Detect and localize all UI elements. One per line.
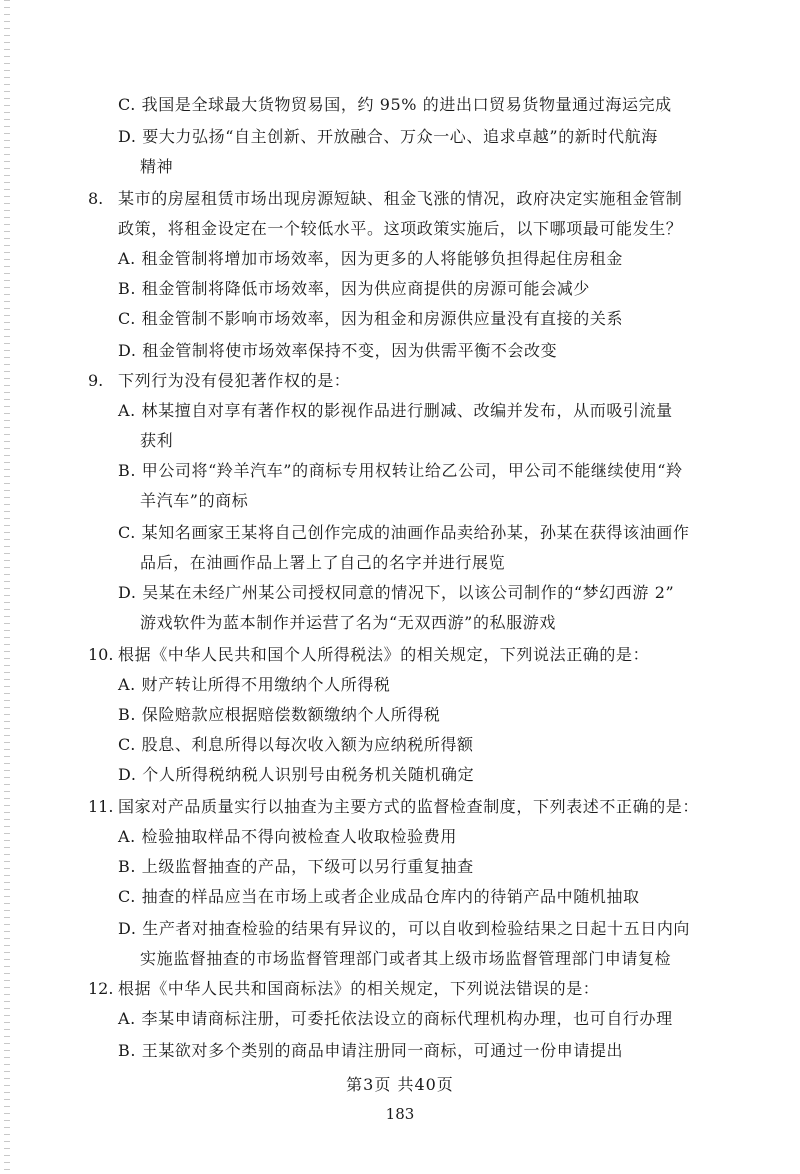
q8-option-d: D. 租金管制将使市场效率保持不变，因为供需平衡不会改变 (118, 341, 558, 360)
q8-option-b: B. 租金管制将降低市场效率，因为供应商提供的房源可能会减少 (118, 279, 590, 298)
q11-stem: 国家对产品质量实行以抽查为主要方式的监督检查制度，下列表述不正确的是： (118, 797, 700, 816)
page-counter: 第3页 共40页 (346, 1075, 454, 1094)
q9-option-b-cont: 羊汽车”的商标 (140, 491, 249, 510)
q7-option-d-cont: 精神 (140, 157, 174, 176)
q9-option-d: D. 吴某在未经广州某公司授权同意的情况下，以该公司制作的“梦幻西游 2” (118, 583, 675, 602)
q12-option-a: A. 李某申请商标注册，可委托依法设立的商标代理机构办理，也可自行办理 (118, 1009, 673, 1028)
q9-option-d-cont: 游戏软件为蓝本制作并运营了名为“无双西游”的私服游戏 (140, 613, 556, 632)
q9-option-a-cont: 获利 (140, 431, 174, 450)
q7-option-d: D. 要大力弘扬“自主创新、开放融合、万众一心、追求卓越”的新时代航海 (118, 127, 658, 146)
q12-stem: 根据《中华人民共和国商标法》的相关规定，下列说法错误的是： (118, 979, 600, 998)
q12-option-b: B. 王某欲对多个类别的商品申请注册同一商标，可通过一份申请提出 (118, 1041, 624, 1060)
q8-number: 8. (88, 189, 104, 208)
q12-number: 12. (88, 979, 114, 998)
q10-stem: 根据《中华人民共和国个人所得税法》的相关规定，下列说法正确的是： (118, 645, 650, 664)
q11-option-a: A. 检验抽取样品不得向被检查人收取检验费用 (118, 827, 457, 846)
q8-stem-line2: 政策，将租金设定在一个较低水平。这项政策实施后，以下哪项最可能发生？ (118, 219, 683, 238)
q11-number: 11. (88, 797, 114, 816)
q8-option-a: A. 租金管制将增加市场效率，因为更多的人将能够负担得起住房租金 (118, 249, 623, 268)
q9-number: 9. (88, 371, 104, 390)
q11-option-d-cont: 实施监督抽查的市场监督管理部门或者其上级市场监督管理部门申请复检 (140, 949, 672, 968)
q10-option-c: C. 股息、利息所得以每次收入额为应纳税所得额 (118, 735, 474, 754)
q9-option-c-cont: 品后，在油画作品上署上了自己的名字并进行展览 (140, 553, 506, 572)
q10-option-b: B. 保险赔款应根据赔偿数额缴纳个人所得税 (118, 705, 441, 724)
q9-stem: 下列行为没有侵犯著作权的是： (118, 371, 351, 390)
q9-option-b: B. 甲公司将“羚羊汽车”的商标专用权转让给乙公司，甲公司不能继续使用“羚 (118, 461, 683, 480)
q10-number: 10. (88, 645, 114, 664)
q8-stem-line1: 某市的房屋租赁市场出现房源短缺、租金飞涨的情况，政府决定实施租金管制 (118, 189, 683, 208)
q11-option-d: D. 生产者对抽查检验的结果有异议的，可以自收到检验结果之日起十五日内向 (118, 919, 691, 938)
q8-option-c: C. 租金管制不影响市场效率，因为租金和房源供应量没有直接的关系 (118, 309, 624, 328)
q9-option-c: C. 某知名画家王某将自己创作完成的油画作品卖给孙某，孙某在获得该油画作 (118, 523, 690, 542)
q9-option-a: A. 林某擅自对享有著作权的影视作品进行删减、改编并发布，从而吸引流量 (118, 401, 673, 420)
q10-option-a: A. 财产转让所得不用缴纳个人所得税 (118, 675, 391, 694)
book-page-number: 183 (385, 1105, 415, 1123)
q10-option-d: D. 个人所得税纳税人识别号由税务机关随机确定 (118, 765, 475, 784)
q11-option-b: B. 上级监督抽查的产品，下级可以另行重复抽查 (118, 857, 474, 876)
q11-option-c: C. 抽查的样品应当在市场上或者企业成品仓库内的待销产品中随机抽取 (118, 887, 640, 906)
q7-option-c: C. 我国是全球最大货物贸易国，约 95% 的进出口贸易货物量通过海运完成 (118, 95, 672, 114)
